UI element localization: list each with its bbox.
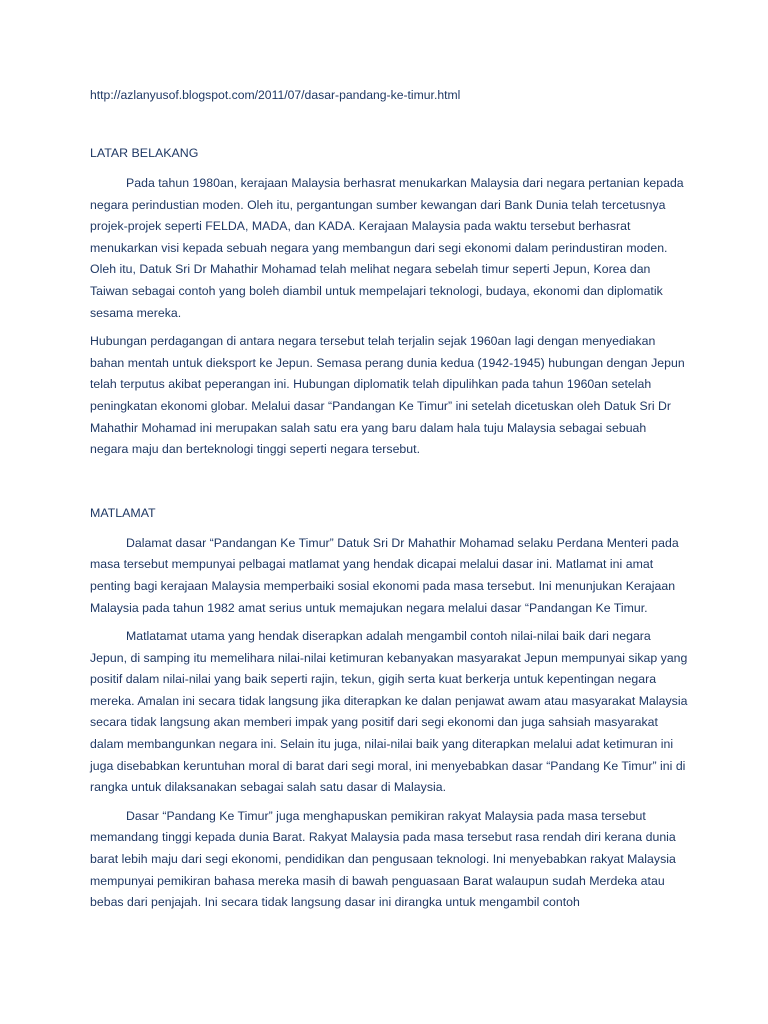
paragraph-text: Dalamat dasar “Pandangan Ke Timur” Datuk Sri Dr Mahathir Mohamad selaku Perdana Menteri pada masa tersebut mempunyai pelbagai matlamat yang hendak dicapai melalui dasar ini. Matlamat ini amat penting bagi kerajaan Malaysia memperbaiki sosial ekonomi pada masa tersebut. Ini menunjukan Kerajaan Malaysia pada tahun 1982 amat serius untuk memajukan negara melalui dasar “Pandangan Ke Timur.: [90, 535, 679, 615]
paragraph: [90, 626, 688, 799]
source-url: http://azlanyusof.blogspot.com/2011/07/dasar-pandang-ke-timur.html: [90, 88, 461, 102]
section-heading-latar-belakang: LATAR BELAKANG: [90, 146, 199, 160]
paragraph: [90, 533, 688, 619]
paragraph-text: Dasar “Pandang Ke Timur” juga menghapuskan pemikiran rakyat Malaysia pada masa tersebut memandang tinggi kepada dunia Barat. Rakyat Malaysia pada masa tersebut rasa rendah diri kerana dunia barat lebih maju dari segi ekonomi, pendidikan dan pengusaan teknologi. Ini menyebabkan rakyat Malaysia mempunyai pemikiran bahasa mereka masih di bawah penguasaan Barat walaupun sudah Merdeka atau bebas dari penjajah. Ini secara tidak langsung dasar ini dirangka untuk mengambil contoh: [90, 808, 676, 910]
paragraph-text: Hubungan perdagangan di antara negara tersebut telah terjalin sejak 1960an lagi dengan menyediakan bahan mentah untuk dieksport ke Jepun. Semasa perang dunia kedua (1942-1945) hubungan dengan Jepun telah terputus akibat peperangan ini. Hubungan diplomatik telah dipulihkan pada tahun 1960an setelah peningkatan ekonomi globar. Melalui dasar “Pandangan Ke Timur” ini setelah dicetuskan oleh Datuk Sri Dr Mahathir Mohamad ini merupakan salah satu era yang baru dalam hala tuju Malaysia sebagai sebuah negara maju dan berteknologi tinggi seperti negara tersebut.: [90, 334, 685, 457]
paragraph-text: Pada tahun 1980an, kerajaan Malaysia berhasrat menukarkan Malaysia dari negara pertanian kepada negara perindustian moden. Oleh itu, pergantungan sumber kewangan dari Bank Dunia telah tercetusnya projek-projek seperti FELDA, MADA, dan KADA. Kerajaan Malaysia pada waktu tersebut berhasrat menukarkan visi kepada sebuah negara yang membangun dari segi ekonomi dalam perindustiran moden. Oleh itu, Datuk Sri Dr Mahathir Mohamad telah melihat negara sebelah timur seperti Jepun, Korea dan Taiwan sebagai contoh yang boleh diambil untuk mempelajari teknologi, budaya, ekonomi dan diplomatik sesama mereka.: [90, 176, 684, 320]
document-page: [90, 86, 688, 921]
paragraph: [90, 331, 688, 461]
paragraph-text: Matlatamat utama yang hendak diserapkan adalah mengambil contoh nilai-nilai baik dari negara Jepun, di samping itu memelihara nilai-nilai ketimuran kebanyakan masyarakat Jepun mempunyai sikap yang positif dalam nilai-nilai yang baik seperti rajin, tekun, gigih serta kuat berkerja untuk kepentingan negara mereka. Amalan ini secara tidak langsung jika diterapkan ke dalan penjawat awam atau masyarakat Malaysia secara tidak langsung akan memberi impak yang positif dari segi ekonomi dan juga sahsiah masyarakat dalam membangunkan negara ini. Selain itu juga, nilai-nilai baik yang diterapkan melalui adat ketimuran ini juga disebabkan keruntuhan moral di barat dari segi moral, ini menyebabkan dasar “Pandang Ke Timur” ini di rangka untuk dilaksanakan sebagai salah satu dasar di Malaysia.: [90, 629, 688, 795]
paragraph: [90, 173, 688, 324]
paragraph: [90, 806, 688, 914]
section-heading-matlamat: MATLAMAT: [90, 505, 156, 520]
